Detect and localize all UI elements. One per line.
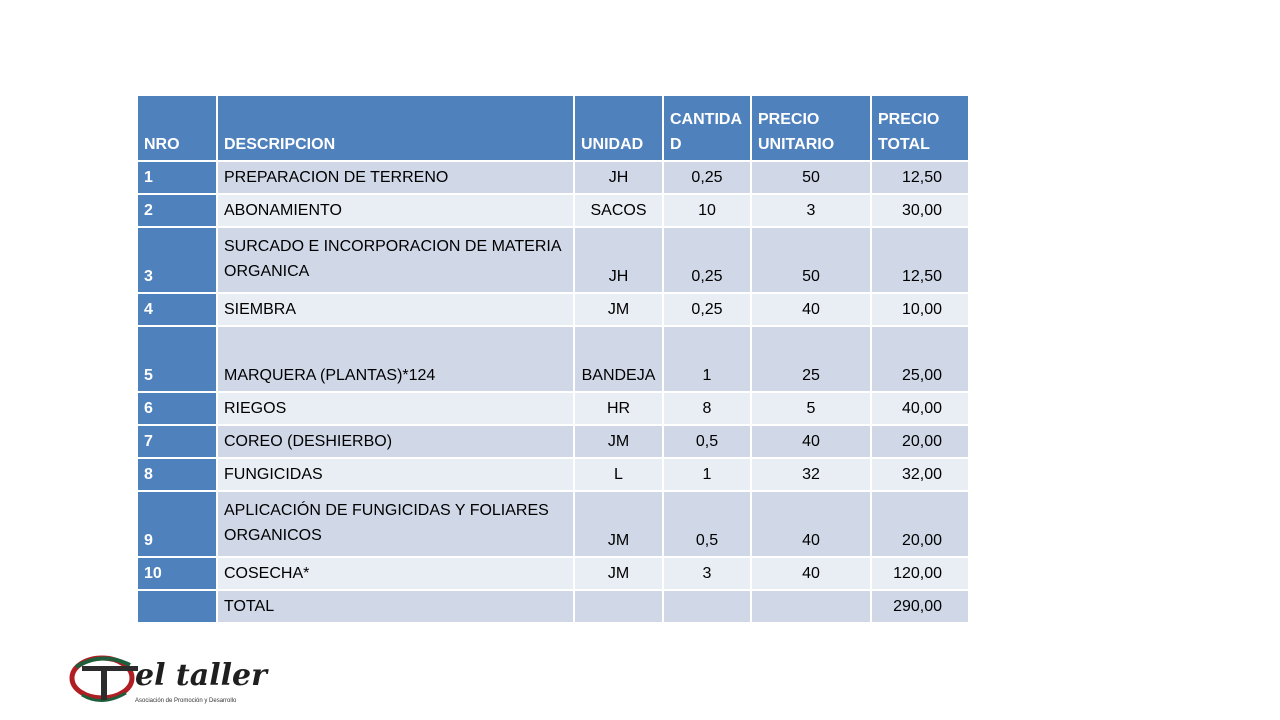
- row-precio-total: 120,00: [871, 557, 969, 590]
- row-nro: 7: [137, 425, 217, 458]
- row-cantidad: 0,25: [663, 293, 751, 326]
- row-precio-unitario: 40: [751, 425, 871, 458]
- row-precio-unitario: 5: [751, 392, 871, 425]
- row-precio-unitario: 40: [751, 491, 871, 557]
- table-row: [137, 392, 969, 425]
- total-label: TOTAL: [217, 590, 574, 623]
- table-row: [137, 425, 969, 458]
- row-descripcion: SURCADO E INCORPORACION DE MATERIA ORGANICA: [217, 227, 574, 293]
- table-row: [137, 227, 969, 293]
- row-unidad: JH: [574, 161, 663, 194]
- header-nro: NRO: [137, 95, 217, 161]
- cost-table: [136, 94, 970, 624]
- row-cantidad: 10: [663, 194, 751, 227]
- row-nro: 5: [137, 326, 217, 392]
- row-cantidad: 0,25: [663, 161, 751, 194]
- row-precio-total: 10,00: [871, 293, 969, 326]
- header-cantidad: CANTIDAD: [663, 95, 751, 161]
- row-nro: 6: [137, 392, 217, 425]
- row-nro: 4: [137, 293, 217, 326]
- row-descripcion: PREPARACION DE TERRENO: [217, 161, 574, 194]
- row-unidad: JM: [574, 491, 663, 557]
- row-descripcion: RIEGOS: [217, 392, 574, 425]
- row-precio-unitario: 50: [751, 161, 871, 194]
- row-nro: 8: [137, 458, 217, 491]
- row-unidad: JH: [574, 227, 663, 293]
- row-unidad: JM: [574, 557, 663, 590]
- table-header-row: [137, 95, 969, 161]
- row-precio-unitario: 32: [751, 458, 871, 491]
- row-nro: 1: [137, 161, 217, 194]
- row-precio-total: 12,50: [871, 161, 969, 194]
- table-row: [137, 491, 969, 557]
- table-row: [137, 458, 969, 491]
- header-precio-unitario: PRECIO UNITARIO: [751, 95, 871, 161]
- row-descripcion: FUNGICIDAS: [217, 458, 574, 491]
- table-row: [137, 161, 969, 194]
- row-cantidad: 0,5: [663, 425, 751, 458]
- total-empty-cell: [574, 590, 663, 623]
- row-nro: 3: [137, 227, 217, 293]
- header-precio-total: PRECIO TOTAL: [871, 95, 969, 161]
- total-empty-cell: [663, 590, 751, 623]
- table-row: [137, 194, 969, 227]
- row-unidad: HR: [574, 392, 663, 425]
- row-descripcion: COSECHA*: [217, 557, 574, 590]
- row-nro: 2: [137, 194, 217, 227]
- header-descripcion: DESCRIPCION: [217, 95, 574, 161]
- row-precio-total: 40,00: [871, 392, 969, 425]
- table-row: [137, 293, 969, 326]
- total-value: 290,00: [871, 590, 969, 623]
- table-row: [137, 326, 969, 392]
- row-precio-unitario: 40: [751, 557, 871, 590]
- header-unidad: UNIDAD: [574, 95, 663, 161]
- row-descripcion: APLICACIÓN DE FUNGICIDAS Y FOLIARES ORGANICOS: [217, 491, 574, 557]
- row-precio-total: 32,00: [871, 458, 969, 491]
- row-descripcion: SIEMBRA: [217, 293, 574, 326]
- row-descripcion: ABONAMIENTO: [217, 194, 574, 227]
- row-cantidad: 8: [663, 392, 751, 425]
- row-precio-total: 25,00: [871, 326, 969, 392]
- row-cantidad: 0,5: [663, 491, 751, 557]
- row-nro: 10: [137, 557, 217, 590]
- row-descripcion: MARQUERA (PLANTAS)*124: [217, 326, 574, 392]
- row-precio-unitario: 3: [751, 194, 871, 227]
- row-unidad: JM: [574, 293, 663, 326]
- row-cantidad: 1: [663, 458, 751, 491]
- logo-name: el taller: [135, 658, 267, 693]
- row-cantidad: 1: [663, 326, 751, 392]
- row-precio-total: 20,00: [871, 425, 969, 458]
- row-cantidad: 0,25: [663, 227, 751, 293]
- total-nro-cell: [137, 590, 217, 623]
- row-unidad: BANDEJA: [574, 326, 663, 392]
- row-descripcion: COREO (DESHIERBO): [217, 425, 574, 458]
- row-cantidad: 3: [663, 557, 751, 590]
- row-precio-unitario: 40: [751, 293, 871, 326]
- row-unidad: L: [574, 458, 663, 491]
- row-precio-total: 12,50: [871, 227, 969, 293]
- row-precio-unitario: 50: [751, 227, 871, 293]
- row-precio-total: 20,00: [871, 491, 969, 557]
- row-nro: 9: [137, 491, 217, 557]
- table-row: [137, 557, 969, 590]
- logo-subtitle: Asociación de Promoción y Desarrollo: [135, 698, 237, 704]
- row-unidad: SACOS: [574, 194, 663, 227]
- total-empty-cell: [751, 590, 871, 623]
- row-unidad: JM: [574, 425, 663, 458]
- table-total-row: [137, 590, 969, 623]
- row-precio-total: 30,00: [871, 194, 969, 227]
- row-precio-unitario: 25: [751, 326, 871, 392]
